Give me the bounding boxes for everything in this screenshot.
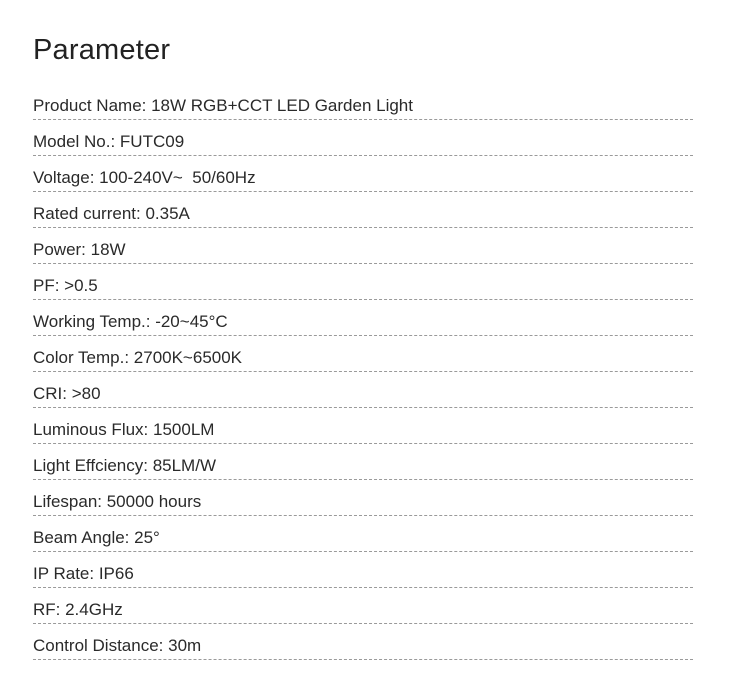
param-text: Power: 18W	[33, 240, 126, 259]
param-text: Color Temp.: 2700K~6500K	[33, 348, 243, 367]
param-text: Product Name: 18W RGB+CCT LED Garden Light	[33, 96, 413, 115]
param-text: CRI: >80	[33, 384, 101, 403]
param-text: Lifespan: 50000 hours	[33, 492, 202, 511]
param-text: PF: >0.5	[33, 276, 98, 295]
param-row-control-distance	[33, 624, 693, 660]
param-row-color-temp	[33, 336, 693, 372]
param-text: Working Temp.: -20~45°C	[33, 312, 228, 331]
param-text: Control Distance: 30m	[33, 636, 202, 655]
param-text: Beam Angle: 25°	[33, 528, 160, 547]
param-row-product-name	[33, 84, 693, 120]
param-row-lifespan	[33, 480, 693, 516]
page-title: Parameter	[33, 34, 171, 66]
param-row-voltage	[33, 156, 693, 192]
param-row-power	[33, 228, 693, 264]
param-text: Voltage: 100-240V~ 50/60Hz	[33, 168, 256, 187]
param-text: Light Effciency: 85LM/W	[33, 456, 216, 475]
param-row-beam-angle	[33, 516, 693, 552]
param-row-rated-current	[33, 192, 693, 228]
param-text: RF: 2.4GHz	[33, 600, 123, 619]
param-text: IP Rate: IP66	[33, 564, 134, 583]
param-row-rf	[33, 588, 693, 624]
param-row-cri	[33, 372, 693, 408]
param-row-luminous-flux	[33, 408, 693, 444]
param-row-model-no	[33, 120, 693, 156]
parameter-list	[33, 84, 693, 660]
param-row-working-temp	[33, 300, 693, 336]
param-row-pf	[33, 264, 693, 300]
param-row-ip-rate	[33, 552, 693, 588]
param-text: Rated current: 0.35A	[33, 204, 190, 223]
param-text: Luminous Flux: 1500LM	[33, 420, 215, 439]
param-row-light-efficiency	[33, 444, 693, 480]
param-text: Model No.: FUTC09	[33, 132, 185, 151]
